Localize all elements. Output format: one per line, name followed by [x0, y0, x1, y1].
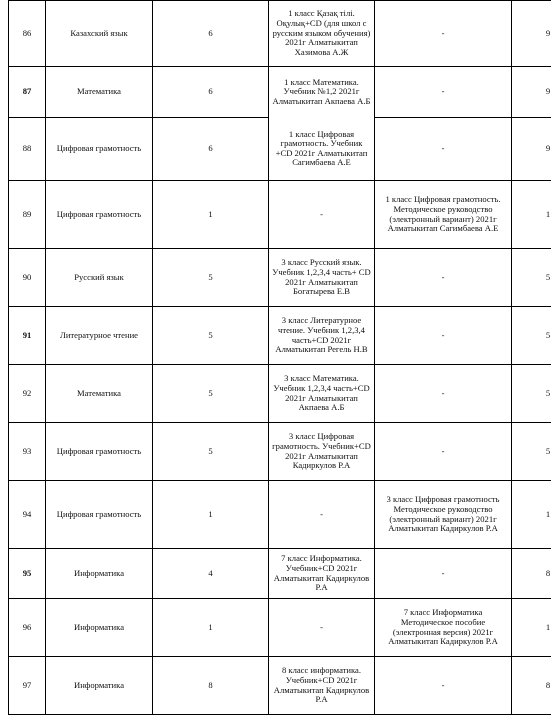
table-row	[9, 599, 551, 657]
methodical-cell: -	[375, 307, 512, 365]
table-row	[9, 181, 551, 249]
textbook-cell: -	[269, 181, 375, 249]
methodical-cell: -	[375, 657, 512, 715]
subject-cell: Математика	[46, 365, 153, 423]
textbook-cell: 1 класс Математика. Учебник №1,2 2021г Алматыкитап Акпаева А.Б	[269, 67, 375, 118]
subject-cell: Информатика	[46, 549, 153, 599]
row-number: 91	[9, 307, 46, 365]
table-row	[9, 249, 551, 307]
quantity-cell: 1	[153, 481, 269, 549]
total-cell: 1	[512, 599, 551, 657]
total-cell: 8	[512, 549, 551, 599]
quantity-cell: 6	[153, 1, 269, 67]
row-number: 95	[9, 549, 46, 599]
total-cell: 5	[512, 249, 551, 307]
textbook-cell: 3 класс Цифровая грамотность. Учебник+CD 2021г Алматыкитап Кадиркулов Р.А	[269, 423, 375, 481]
methodical-cell: -	[375, 118, 512, 181]
subject-cell: Цифровая грамотность	[46, 118, 153, 181]
row-number: 90	[9, 249, 46, 307]
row-number: 88	[9, 118, 46, 181]
methodical-cell: 1 класс Цифровая грамотность. Методическое руководство (электронный вариант) 2021г Алматыкитап Сагимбаева А.Е	[375, 181, 512, 249]
total-cell: 5	[512, 423, 551, 481]
methodical-cell: 7 класс Информатика Методическое пособие (электронная версия) 2021г Алматыкитап Кадиркулов Р.А	[375, 599, 512, 657]
subject-cell: Русский язык	[46, 249, 153, 307]
textbook-table	[8, 0, 551, 715]
methodical-cell: -	[375, 249, 512, 307]
textbook-cell: 3 класс Литературное чтение. Учебник 1,2,3,4 часть+CD 2021г Алматыкитап Регель Н.В	[269, 307, 375, 365]
row-number: 97	[9, 657, 46, 715]
subject-cell: Информатика	[46, 657, 153, 715]
quantity-cell: 5	[153, 365, 269, 423]
textbook-cell: -	[269, 599, 375, 657]
methodical-cell: -	[375, 365, 512, 423]
total-cell: 1	[512, 481, 551, 549]
subject-cell: Цифровая грамотность	[46, 181, 153, 249]
table-row	[9, 481, 551, 549]
table-row	[9, 307, 551, 365]
table-row	[9, 1, 551, 67]
table-row	[9, 118, 551, 181]
total-cell: 5	[512, 307, 551, 365]
row-number: 87	[9, 67, 46, 118]
row-number: 89	[9, 181, 46, 249]
table-row	[9, 423, 551, 481]
table-row	[9, 657, 551, 715]
quantity-cell: 1	[153, 599, 269, 657]
textbook-cell: 7 класс Информатика. Учебник+CD 2021г Алматыкитап Кадиркулов Р.А	[269, 549, 375, 599]
row-number: 86	[9, 1, 46, 67]
textbook-cell: 1 класс Цифровая грамотность. Учебник +CD 2021г Алматыкитап Сагимбаева А.Е	[269, 118, 375, 181]
methodical-cell: 3 класс Цифровая грамотность Методическое руководство (электронный вариант) 2021г Алматыкитап Кадиркулов Р.А	[375, 481, 512, 549]
textbook-cell: 8 класс информатика. Учебник+CD 2021г Алматыкитап Кадиркулов Р.А	[269, 657, 375, 715]
textbook-cell: 1 класс Қазақ тілі. Оқулық+CD (для школ с русским языком обучения) 2021г Алматыкитап Хазимова А.Ж	[269, 1, 375, 67]
textbook-cell: 3 класс Русский язык. Учебник 1,2,3,4 часть+ CD 2021г Алматыкитап Богатырева Е.В	[269, 249, 375, 307]
total-cell: 9	[512, 1, 551, 67]
quantity-cell: 8	[153, 657, 269, 715]
methodical-cell: -	[375, 67, 512, 118]
subject-cell: Информатика	[46, 599, 153, 657]
row-number: 92	[9, 365, 46, 423]
subject-cell: Цифровая грамотность	[46, 423, 153, 481]
total-cell: 5	[512, 365, 551, 423]
table-row	[9, 67, 551, 118]
quantity-cell: 4	[153, 549, 269, 599]
methodical-cell: -	[375, 1, 512, 67]
row-number: 94	[9, 481, 46, 549]
total-cell: 1	[512, 181, 551, 249]
subject-cell: Казахский язык	[46, 1, 153, 67]
quantity-cell: 5	[153, 249, 269, 307]
subject-cell: Литературное чтение	[46, 307, 153, 365]
quantity-cell: 5	[153, 307, 269, 365]
table-row	[9, 365, 551, 423]
subject-cell: Математика	[46, 67, 153, 118]
textbook-cell: -	[269, 481, 375, 549]
quantity-cell: 6	[153, 67, 269, 118]
total-cell: 9	[512, 118, 551, 181]
subject-cell: Цифровая грамотность	[46, 481, 153, 549]
textbook-cell: 3 класс Математика. Учебник 1,2,3,4 часть+CD 2021г Алматыкитап Акпаева А.Б	[269, 365, 375, 423]
total-cell: 8	[512, 657, 551, 715]
quantity-cell: 5	[153, 423, 269, 481]
methodical-cell: -	[375, 423, 512, 481]
table-row	[9, 549, 551, 599]
quantity-cell: 1	[153, 181, 269, 249]
row-number: 96	[9, 599, 46, 657]
methodical-cell: -	[375, 549, 512, 599]
total-cell: 9	[512, 67, 551, 118]
quantity-cell: 6	[153, 118, 269, 181]
row-number: 93	[9, 423, 46, 481]
